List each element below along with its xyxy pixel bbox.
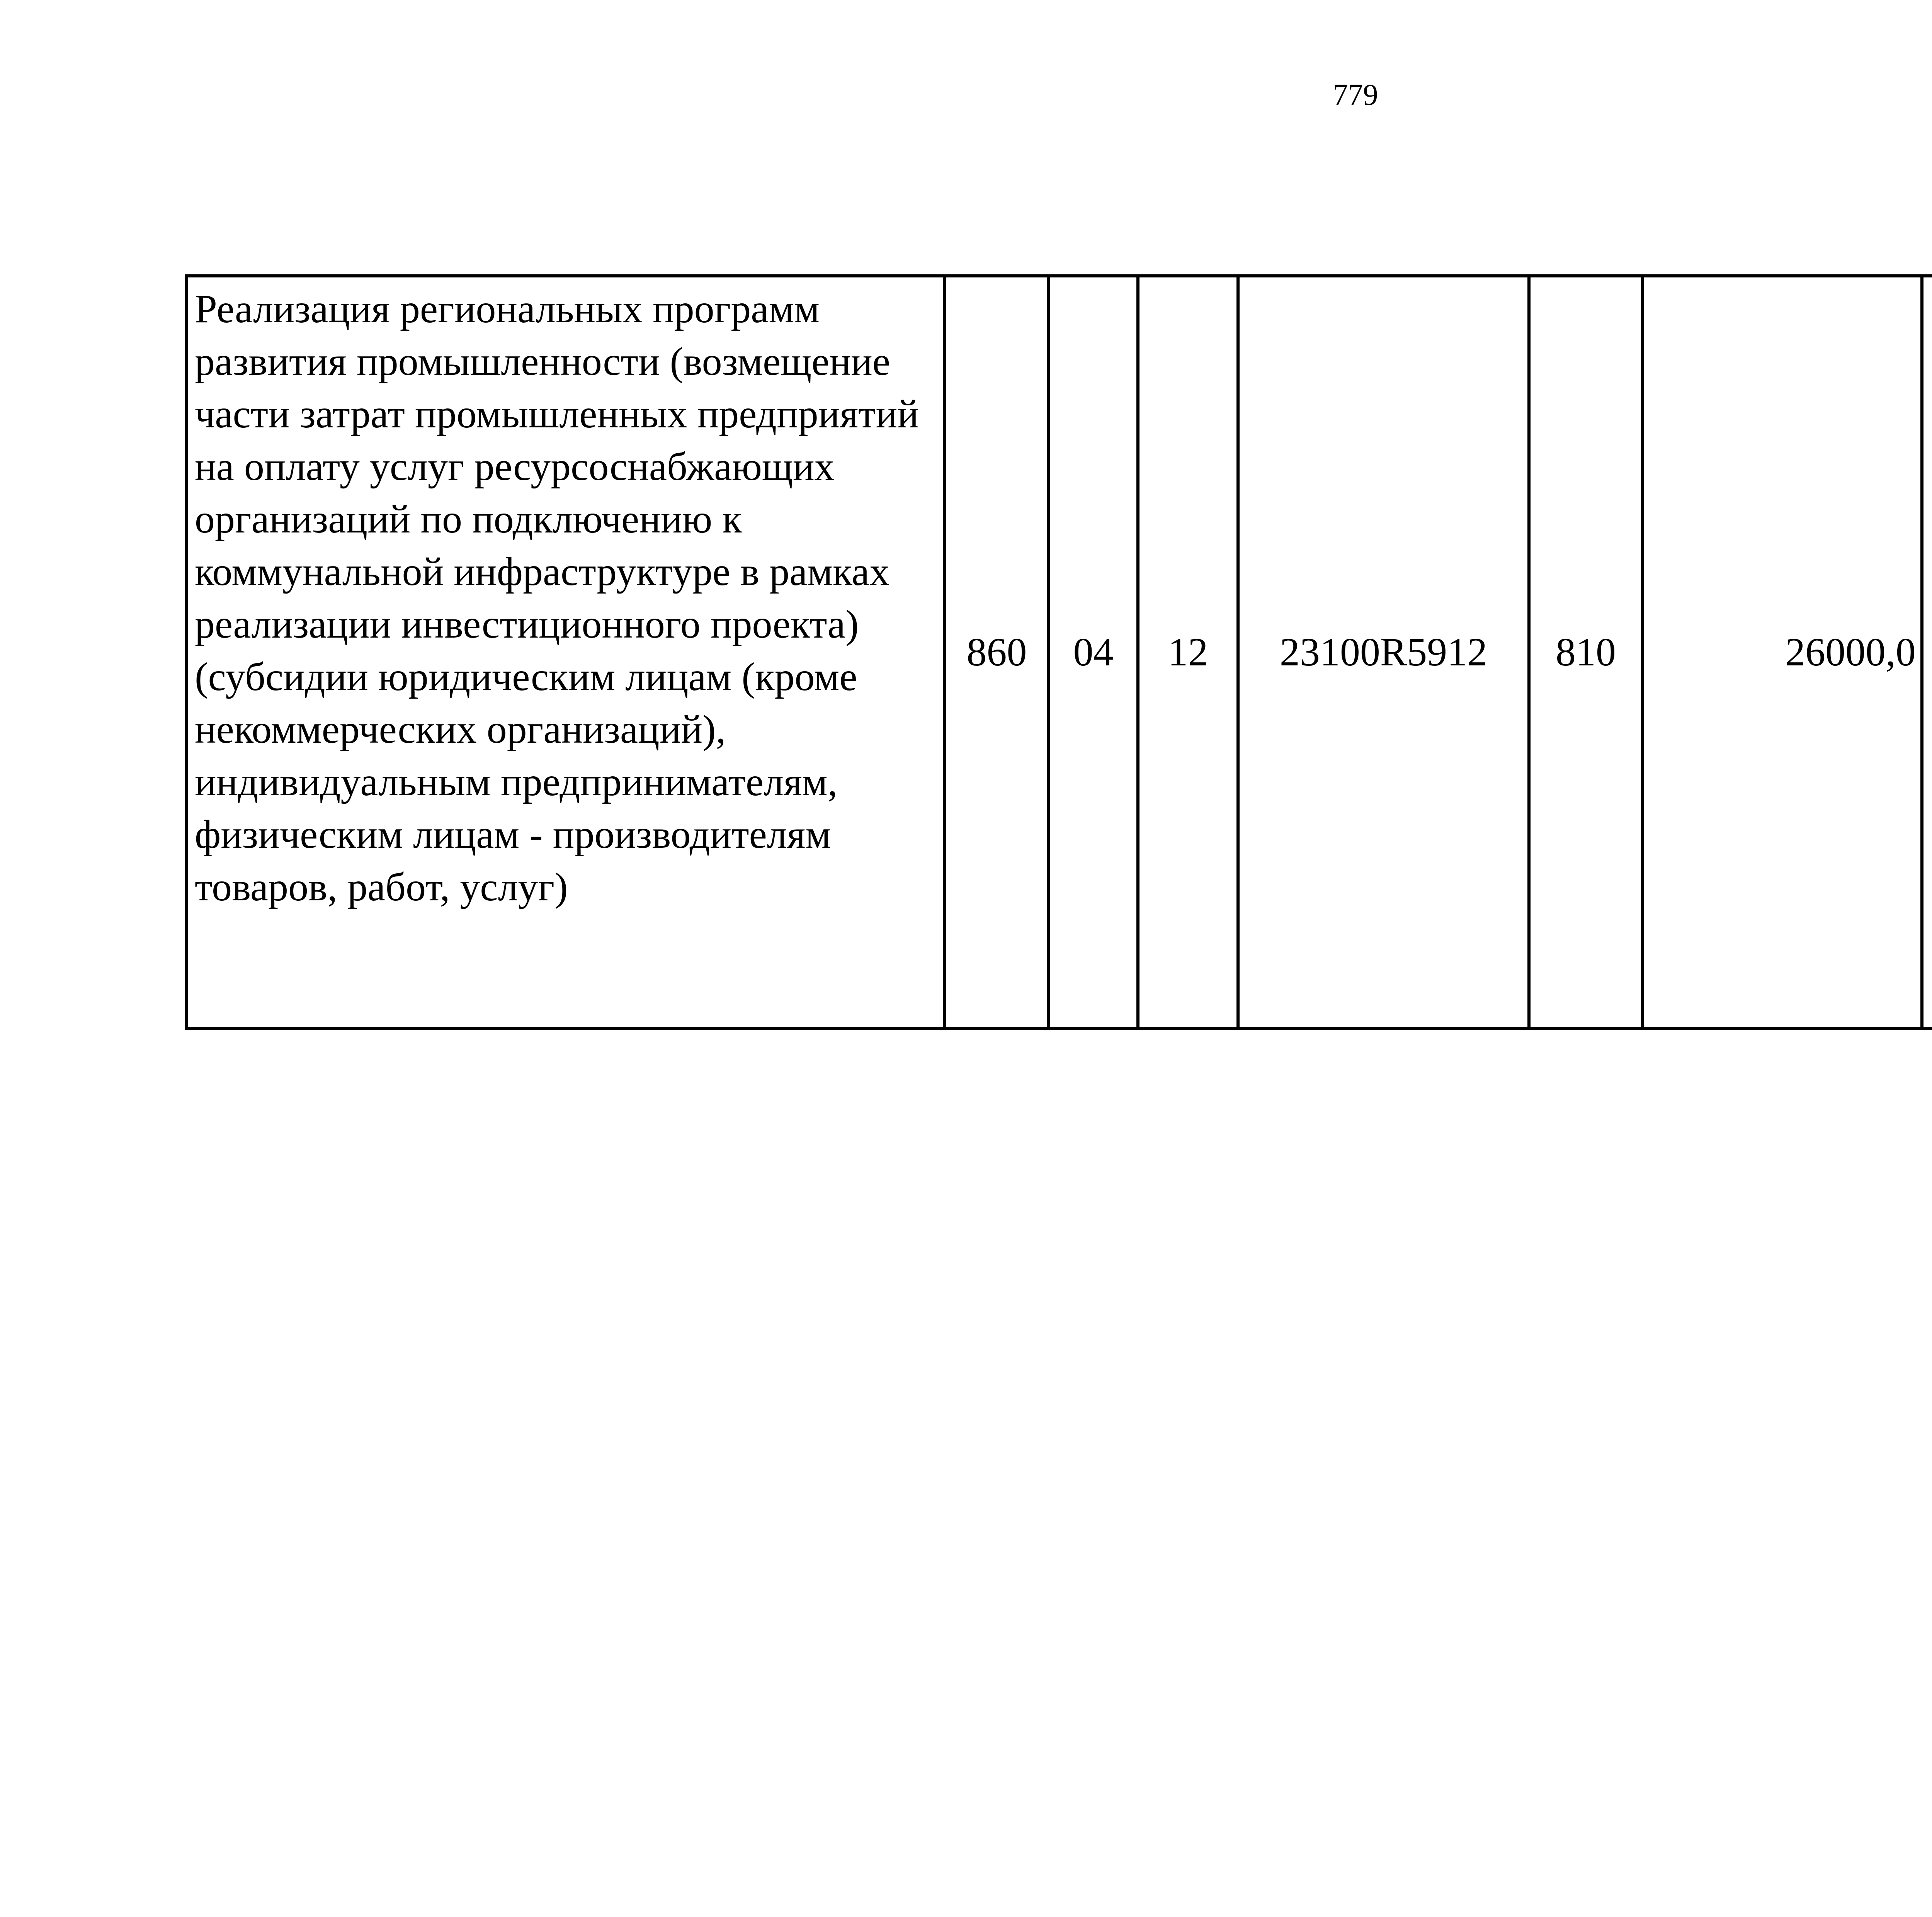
- subsection-cell: 12: [1138, 276, 1238, 1028]
- expense-type-cell: 810: [1529, 276, 1643, 1028]
- page-number: 779: [1333, 78, 1378, 111]
- amount-cell: 26000,0: [1643, 276, 1922, 1028]
- amount-2-cell: [1922, 276, 1932, 1028]
- ministry-code-cell: 860: [945, 276, 1049, 1028]
- budget-table: [185, 274, 1932, 1030]
- target-article-cell: 23100R5912: [1238, 276, 1529, 1028]
- table-row: [186, 276, 1932, 1028]
- section-cell: 04: [1049, 276, 1138, 1028]
- row-description: Реализация региональных программ развития промышленности (возмещение части затрат промышленных предприятий на оплату услуг ресурсоснабжающих организаций по подключению к коммунальной инфраструктуре в рамках реализации инвестиционного проекта) (субсидии юридическим лицам (кроме некоммерческих организаций), индивидуальным предпринимателям, физическим лицам - производителям товаров, работ, услуг): [186, 276, 945, 1028]
